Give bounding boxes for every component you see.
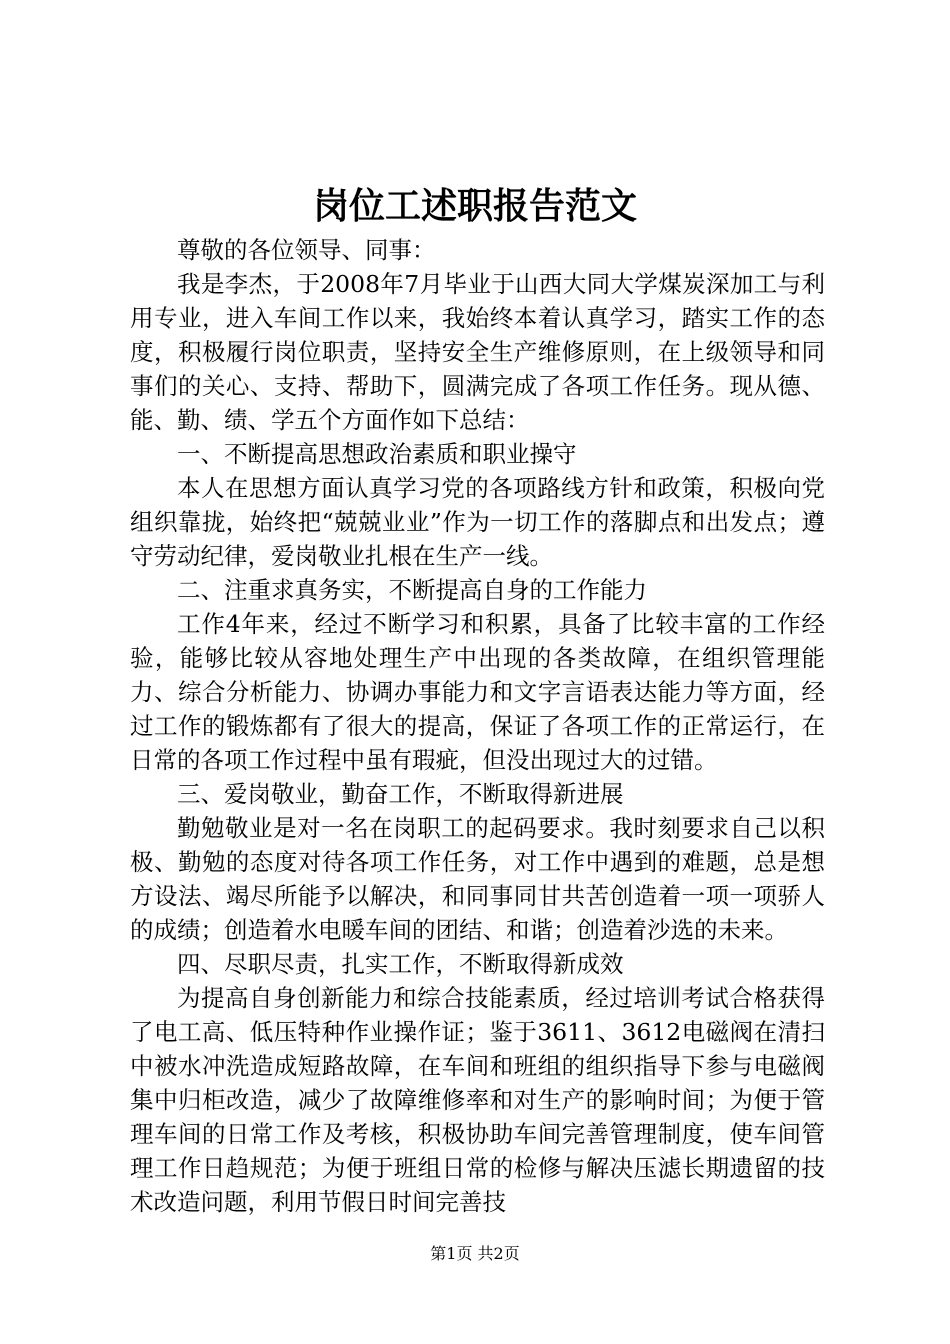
section-heading-2: 二、注重求真务实，不断提高自身的工作能力: [177, 576, 647, 604]
page-footer: 第1页 共2页: [430, 1244, 520, 1263]
intro-paragraph: 我是李杰，于2008年7月毕业于山西大同大学煤炭深加工与利用专业，进入车间工作以来，我始终本着认真学习，踏实工作的态度，积极履行岗位职责，坚持安全生产维修原则，在上级领导和同事们的关心、支持、帮助下，圆满完成了各项工作任务。现从德、能、勤、绩、学五个方面作如下总结：: [130, 270, 825, 434]
document-body: [130, 233, 825, 1219]
document-title: 岗位工述职报告范文: [312, 185, 637, 227]
section-paragraph-1: 本人在思想方面认真学习党的各项路线方针和政策，积极向党组织靠拢，始终把“兢兢业业”作为一切工作的落脚点和出发点；遵守劳动纪律，爱岗敬业扎根在生产一线。: [130, 474, 825, 570]
section-heading-4: 四、尽职尽责，扎实工作，不断取得新成效: [177, 950, 624, 978]
section-heading-3: 三、爱岗敬业，勤奋工作，不断取得新进展: [177, 780, 624, 808]
salutation: 尊敬的各位领导、同事：: [177, 236, 436, 264]
section-paragraph-3: 勤勉敬业是对一名在岗职工的起码要求。我时刻要求自己以积极、勤勉的态度对待各项工作任务，对工作中遇到的难题，总是想方设法、竭尽所能予以解决，和同事同甘共苦创造着一项一项骄人的成绩；创造着水电暖车间的团结、和谐；创造着沙选的未来。: [130, 814, 825, 944]
section-heading-1: 一、不断提高思想政治素质和职业操守: [177, 440, 577, 468]
section-paragraph-4: 为提高自身创新能力和综合技能素质，经过培训考试合格获得了电工高、低压特种作业操作证；鉴于3611、3612电磁阀在清扫中被水冲洗造成短路故障，在车间和班组的组织指导下参与电磁阀集中归柜改造，减少了故障维修率和对生产的影响时间；为便于管理车间的日常工作及考核，积极协助车间完善管理制度，使车间管理工作日趋规范；为便于班组日常的检修与解决压滤长期遗留的技术改造问题，利用节假日时间完善技: [130, 984, 825, 1216]
section-paragraph-2: 工作4年来，经过不断学习和积累，具备了比较丰富的工作经验，能够比较从容地处理生产中出现的各类故障，在组织管理能力、综合分析能力、协调办事能力和文字言语表达能力等方面，经过工作的锻炼都有了很大的提高，保证了各项工作的正常运行，在日常的各项工作过程中虽有瑕疵，但没出现过大的过错。: [130, 610, 825, 774]
